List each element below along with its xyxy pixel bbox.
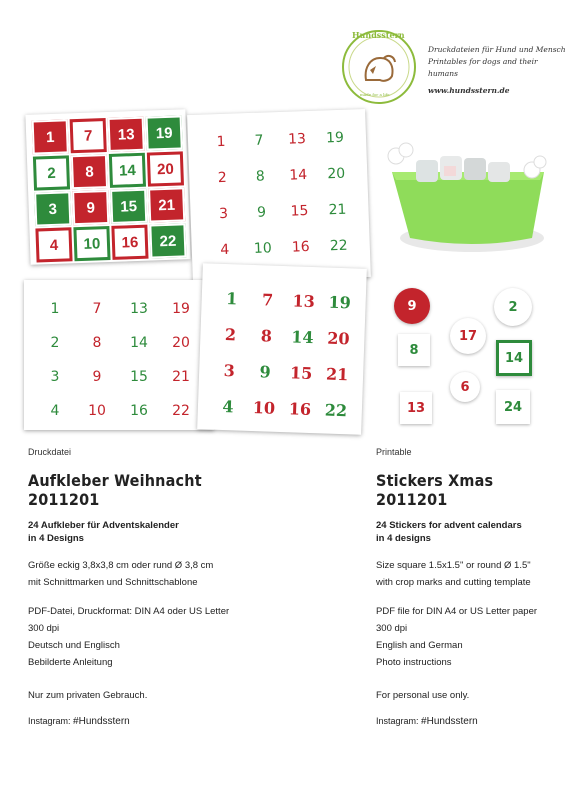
sticker-number: 7: [261, 289, 274, 310]
website-url: www.hundsstern.de: [428, 86, 510, 95]
sticker-number: 15: [289, 362, 313, 383]
sticker-square: 24: [496, 390, 530, 424]
sticker-number: 21: [172, 369, 190, 385]
sticker-number: 19: [328, 292, 352, 312]
dpi-line: 300 dpi: [28, 623, 60, 634]
sticker-number: 15: [130, 369, 148, 385]
sticker-number: 21: [328, 201, 347, 219]
sticker-number: 14: [109, 153, 146, 188]
file-info: [376, 603, 556, 671]
sticker-number: 21: [148, 187, 185, 222]
sticker-number: 7: [70, 118, 107, 153]
size-info: [376, 557, 556, 591]
subtitle-line: 24 Stickers for advent calendars: [376, 520, 522, 531]
subtitle: [28, 519, 278, 545]
logo-text: Hundsstern: [352, 30, 405, 40]
sticker-number: 22: [172, 403, 190, 419]
instagram-label: Instagram:: [28, 716, 71, 726]
preview-sheet-bold: [197, 263, 367, 435]
sticker-round: 9: [394, 288, 430, 324]
sticker-number: 20: [326, 328, 350, 348]
sticker-square: 13: [400, 392, 432, 424]
sticker-number: 13: [287, 131, 307, 148]
subtitle-line: in 4 Designs: [28, 533, 84, 544]
tagline-de: Druckdateien für Hund und Mensch: [428, 45, 566, 54]
sticker-number: 16: [111, 225, 148, 260]
sticker-number: 3: [218, 205, 229, 223]
sticker-number: 7: [254, 132, 264, 149]
instagram-line-english: [376, 716, 478, 727]
size-line: with crop marks and cutting template: [376, 577, 531, 588]
product-title: Stickers Xmas 2011201: [376, 471, 494, 509]
kicker: Printable: [376, 447, 412, 457]
description-english: [376, 447, 556, 704]
sticker-number: 2: [224, 324, 237, 344]
instructions-line: Photo instructions: [376, 657, 452, 668]
sticker-number: 19: [146, 115, 183, 150]
sticker-number: 14: [290, 326, 314, 347]
sticker-number: 9: [259, 361, 272, 382]
languages-line: English and German: [376, 640, 463, 651]
sticker-number: 7: [92, 301, 102, 317]
sticker-number: 13: [108, 117, 145, 152]
sticker-number: 16: [291, 238, 310, 256]
sticker-number: 4: [50, 403, 60, 419]
sticker-number: 2: [50, 335, 60, 351]
sticker-round: 2: [494, 288, 532, 326]
tagline: [428, 44, 566, 97]
product-title: Aufkleber Weihnacht 2011201: [28, 471, 202, 509]
sticker-number: 15: [110, 189, 147, 224]
sticker-number: 3: [34, 191, 71, 226]
tagline-en: Printables for dogs and their humans: [428, 57, 538, 78]
instagram-label: Instagram:: [376, 716, 419, 726]
sticker-number: 14: [130, 335, 148, 351]
size-line: Größe eckig 3,8x3,8 cm oder rund Ø 3,8 cm: [28, 560, 214, 571]
sticker-number: 9: [256, 204, 267, 221]
instructions-line: Bebilderte Anleitung: [28, 657, 113, 668]
sticker-round: 17: [450, 318, 486, 354]
sticker-number: 3: [223, 360, 236, 380]
size-info: [28, 557, 278, 591]
sticker-number: 4: [222, 396, 234, 416]
languages-line: Deutsch und Englisch: [28, 640, 120, 651]
usage-note: Nur zum privaten Gebrauch.: [28, 690, 148, 701]
dpi-line: 300 dpi: [376, 623, 408, 634]
preview-sheet-thin: [187, 109, 371, 283]
sticker-number: 4: [220, 241, 230, 259]
instagram-tag: #Hundsstern: [421, 716, 478, 727]
kicker: Druckdatei: [28, 447, 72, 457]
instagram-tag: #Hundsstern: [73, 716, 130, 727]
subtitle: [376, 519, 556, 545]
sticker-number: 13: [292, 290, 316, 311]
size-line: Size square 1.5x1.5" or round Ø 1.5": [376, 560, 531, 571]
logo-subtext: made for a life: [360, 92, 390, 97]
sticker-number: 19: [172, 301, 190, 317]
sticker-number: 16: [130, 403, 148, 419]
sticker-number: 10: [73, 226, 110, 261]
file-info: [28, 603, 278, 671]
sticker-number: 8: [260, 325, 273, 346]
sticker-square: 14: [496, 340, 532, 376]
sticker-number: 9: [92, 369, 102, 385]
sticker-number: 9: [72, 190, 109, 225]
sticker-number: 20: [147, 151, 184, 186]
sticker-number: 1: [225, 288, 238, 308]
sticker-number: 3: [50, 369, 60, 385]
sticker-number: 20: [172, 335, 190, 351]
sticker-number: 20: [327, 165, 346, 183]
sticker-number: 1: [32, 119, 69, 154]
size-line: mit Schnittmarken und Schnittschablone: [28, 577, 198, 588]
sticker-number: 22: [149, 223, 186, 258]
usage-note: For personal use only.: [376, 690, 470, 701]
preview-sheet-dogs: [24, 280, 214, 430]
subtitle-line: in 4 designs: [376, 533, 431, 544]
sticker-number: 22: [324, 400, 348, 420]
sticker-number: 21: [325, 364, 349, 384]
sticker-number: 10: [88, 403, 106, 419]
product-photo: [382, 120, 550, 260]
sticker-square: 8: [398, 334, 430, 366]
file-line: PDF file for DIN A4 or US Letter paper: [376, 606, 538, 617]
sticker-number: 16: [288, 398, 312, 419]
sticker-number: 22: [329, 237, 348, 255]
sticker-number: 13: [130, 301, 148, 317]
description-german: [28, 447, 278, 704]
instagram-line-german: [28, 716, 130, 727]
sticker-number: 1: [216, 133, 226, 151]
sticker-number: 10: [252, 397, 276, 418]
sticker-number: 8: [92, 335, 102, 351]
sticker-number: 15: [290, 202, 309, 220]
sticker-number: 19: [325, 129, 345, 147]
sticker-number: 2: [33, 155, 70, 190]
sticker-number: 1: [50, 301, 60, 317]
sticker-number: 10: [253, 240, 273, 257]
sticker-number: 14: [289, 167, 308, 184]
sticker-round: 6: [450, 372, 480, 402]
sticker-number: 8: [255, 168, 266, 185]
sticker-number: 2: [217, 169, 228, 187]
sticker-number: 8: [71, 154, 108, 189]
file-line: PDF-Datei, Druckformat: DIN A4 oder US Letter: [28, 606, 230, 617]
sticker-number: 4: [35, 227, 72, 262]
subtitle-line: 24 Aufkleber für Adventskalender: [28, 520, 179, 531]
preview-sheet-squares: [25, 109, 190, 264]
